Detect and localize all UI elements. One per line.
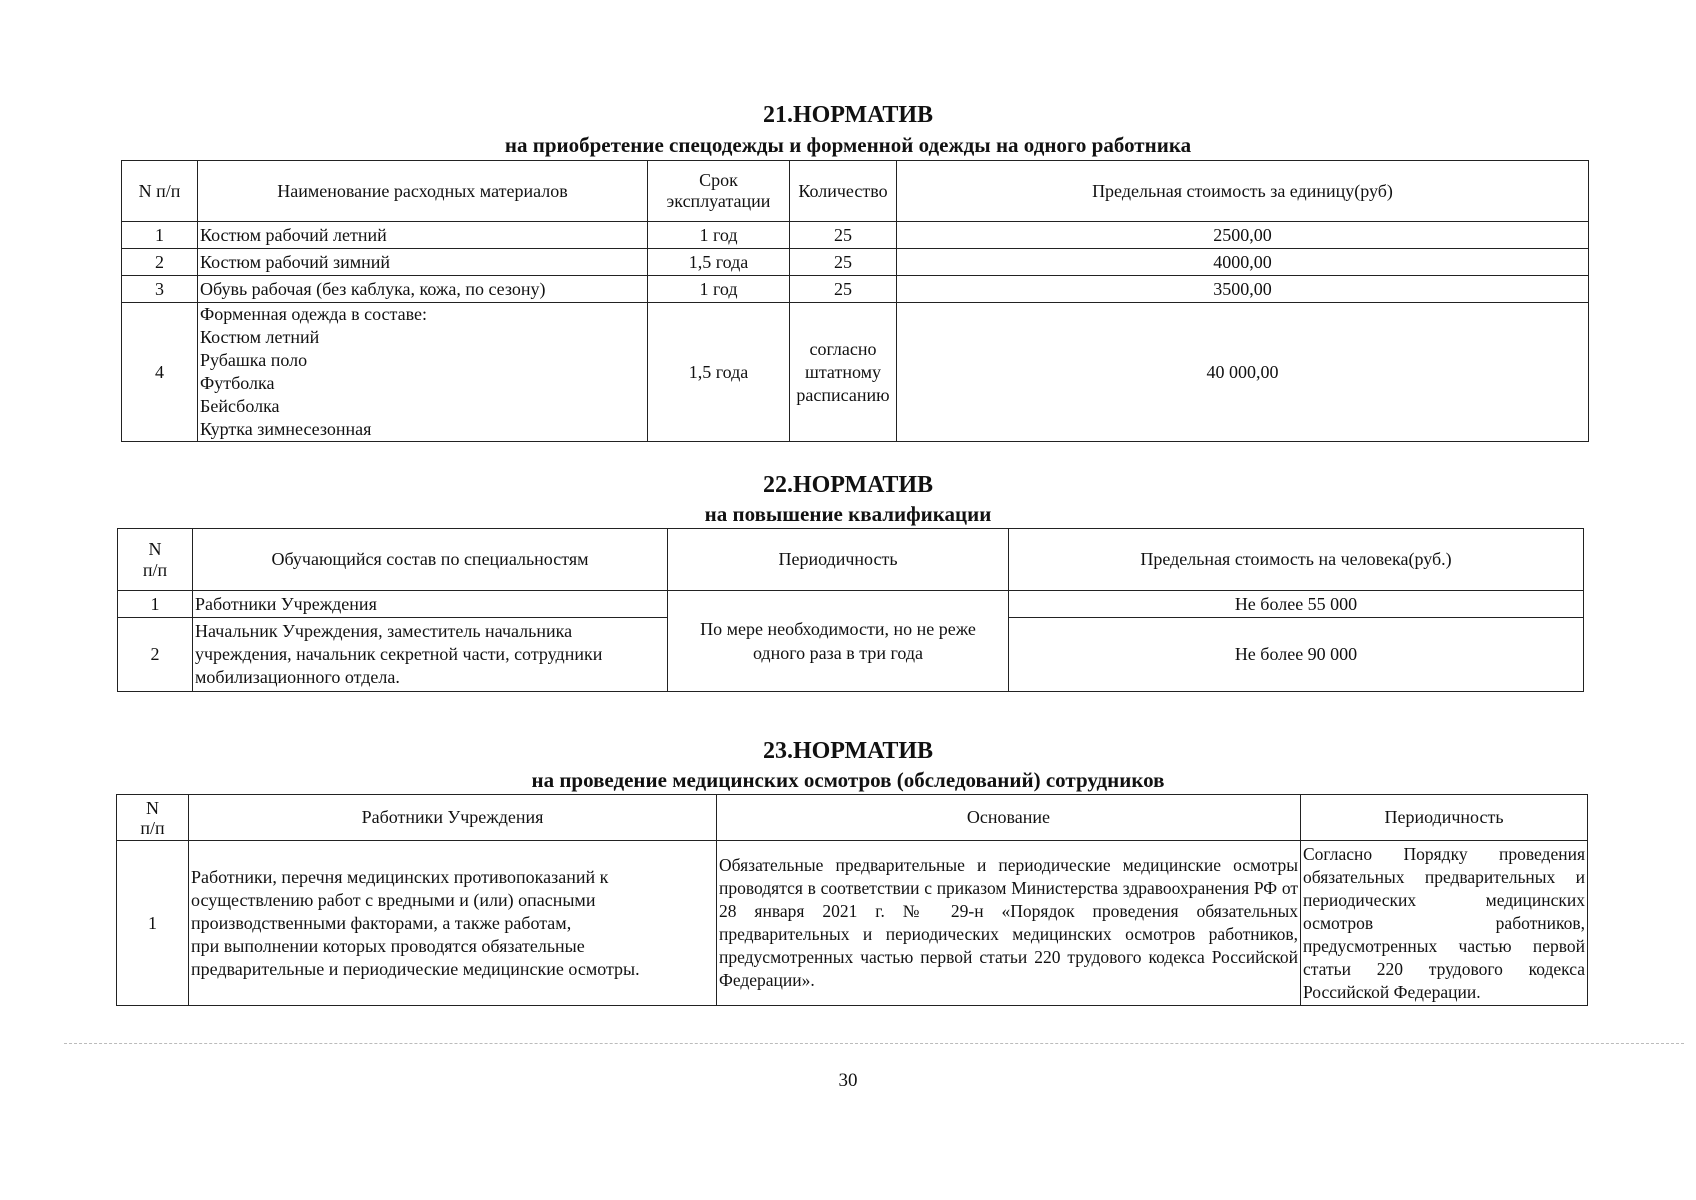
staff-line: предварительные и периодические медицинские осмотры. bbox=[191, 958, 640, 979]
header-qty: Количество bbox=[790, 161, 897, 222]
row-price: Не более 55 000 bbox=[1009, 591, 1584, 618]
table-row bbox=[122, 303, 1589, 442]
row-qty: 25 bbox=[790, 249, 897, 276]
header-period: Периодичность bbox=[668, 529, 1009, 591]
name-line: Костюм летний bbox=[200, 327, 320, 347]
header-num: N п/п bbox=[122, 161, 198, 222]
table-header-row bbox=[122, 161, 1589, 222]
header-period: Периодичность bbox=[1301, 795, 1588, 841]
row-num: 1 bbox=[117, 841, 189, 1006]
qty-line: штатному bbox=[804, 361, 882, 382]
header-term: Срок эксплуатации bbox=[648, 161, 790, 222]
header-num-line: п/п bbox=[142, 559, 168, 580]
row-name: Костюм рабочий летний bbox=[198, 222, 648, 249]
row-term: 1 год bbox=[648, 222, 790, 249]
row-staff bbox=[193, 618, 668, 692]
section-21-subtitle: на приобретение спецодежды и форменной одежды на одного работника bbox=[504, 133, 1192, 157]
row-term: 1,5 года bbox=[648, 249, 790, 276]
table-21 bbox=[121, 160, 1589, 442]
table-row bbox=[118, 591, 1584, 618]
table-row bbox=[122, 276, 1589, 303]
row-price: 2500,00 bbox=[897, 222, 1589, 249]
name-line: Футболка bbox=[200, 373, 275, 393]
row-price: 3500,00 bbox=[897, 276, 1589, 303]
staff-line: мобилизационного отдела. bbox=[195, 667, 400, 687]
row-num: 2 bbox=[118, 618, 193, 692]
row-name: Обувь рабочая (без каблука, кожа, по сезону) bbox=[198, 276, 648, 303]
row-staff bbox=[189, 841, 717, 1006]
header-staff: Работники Учреждения bbox=[189, 795, 717, 841]
section-23-title: 23.НОРМАТИВ bbox=[762, 738, 934, 764]
table-row bbox=[122, 222, 1589, 249]
row-name bbox=[198, 303, 648, 442]
row-period bbox=[668, 591, 1009, 692]
header-num bbox=[118, 529, 193, 591]
staff-line: при выполнении которых проводятся обязательные bbox=[191, 935, 585, 956]
table-header-row bbox=[117, 795, 1588, 841]
row-term: 1 год bbox=[648, 276, 790, 303]
section-23-subtitle: на проведение медицинских осмотров (обследований) сотрудников bbox=[531, 768, 1165, 792]
staff-line: Работники, перечня медицинских противопоказаний к bbox=[191, 866, 609, 887]
name-line: Куртка зимнесезонная bbox=[200, 419, 372, 439]
name-line: Рубашка поло bbox=[200, 350, 308, 370]
table-row bbox=[117, 841, 1588, 1006]
header-staff: Обучающийся состав по специальностям bbox=[193, 529, 668, 591]
section-22-title: 22.НОРМАТИВ bbox=[762, 472, 934, 498]
name-line: Бейсболка bbox=[200, 396, 280, 416]
row-num: 2 bbox=[122, 249, 198, 276]
header-price: Предельная стоимость на человека(руб.) bbox=[1009, 529, 1584, 591]
name-line: Форменная одежда в составе: bbox=[200, 304, 427, 324]
row-qty: 25 bbox=[790, 222, 897, 249]
row-num: 1 bbox=[122, 222, 198, 249]
row-num: 3 bbox=[122, 276, 198, 303]
table-header-row bbox=[118, 529, 1584, 591]
table-23 bbox=[116, 794, 1588, 1006]
table-22 bbox=[117, 528, 1584, 692]
row-name: Костюм рабочий зимний bbox=[198, 249, 648, 276]
header-price: Предельная стоимость за единицу(руб) bbox=[897, 161, 1589, 222]
period-line: одного раза в три года bbox=[752, 643, 924, 663]
period-line: По мере необходимости, но не реже bbox=[700, 619, 976, 639]
staff-line: осуществлению работ с вредными и (или) опасными bbox=[191, 889, 596, 910]
row-term: 1,5 года bbox=[648, 303, 790, 442]
row-price: 40 000,00 bbox=[897, 303, 1589, 442]
row-num: 1 bbox=[118, 591, 193, 618]
page-divider bbox=[64, 1043, 1684, 1044]
header-num-line: N bbox=[148, 538, 162, 559]
section-21-title: 21.НОРМАТИВ bbox=[762, 102, 934, 128]
staff-line: Начальник Учреждения, заместитель начальника bbox=[195, 621, 573, 641]
row-period: Согласно Порядку проведения обязательных предварительных и периодических медицинских осмотров работников, предусмотренных частью первой статьи 220 трудового кодекса Российской Федерации. bbox=[1301, 841, 1588, 1006]
header-basis: Основание bbox=[717, 795, 1301, 841]
qty-line: расписанию bbox=[796, 384, 890, 405]
header-num bbox=[117, 795, 189, 841]
row-basis: Обязательные предварительные и периодические медицинские осмотры проводятся в соответствии с приказом Министерства здравоохранения РФ от 28 января 2021 г. № 29-н «Порядок проведения обязательных предварительных и периодических медицинских осмотров работников, предусмотренных частью первой статьи 220 трудового кодекса Российской Федерации». bbox=[717, 841, 1301, 1006]
row-qty bbox=[790, 303, 897, 442]
row-qty: 25 bbox=[790, 276, 897, 303]
section-22-subtitle: на повышение квалификации bbox=[704, 502, 992, 526]
qty-line: согласно bbox=[809, 338, 877, 359]
table-row bbox=[122, 249, 1589, 276]
staff-line: учреждения, начальник секретной части, сотрудники bbox=[195, 644, 603, 664]
staff-line: производственными факторами, а также работам, bbox=[191, 912, 572, 933]
header-num-line: N bbox=[146, 797, 159, 818]
row-num: 4 bbox=[122, 303, 198, 442]
page-number: 30 bbox=[838, 1070, 858, 1091]
header-name: Наименование расходных материалов bbox=[198, 161, 648, 222]
row-staff: Работники Учреждения bbox=[193, 591, 668, 618]
row-price: Не более 90 000 bbox=[1009, 618, 1584, 692]
header-num-line: п/п bbox=[140, 817, 165, 838]
row-price: 4000,00 bbox=[897, 249, 1589, 276]
